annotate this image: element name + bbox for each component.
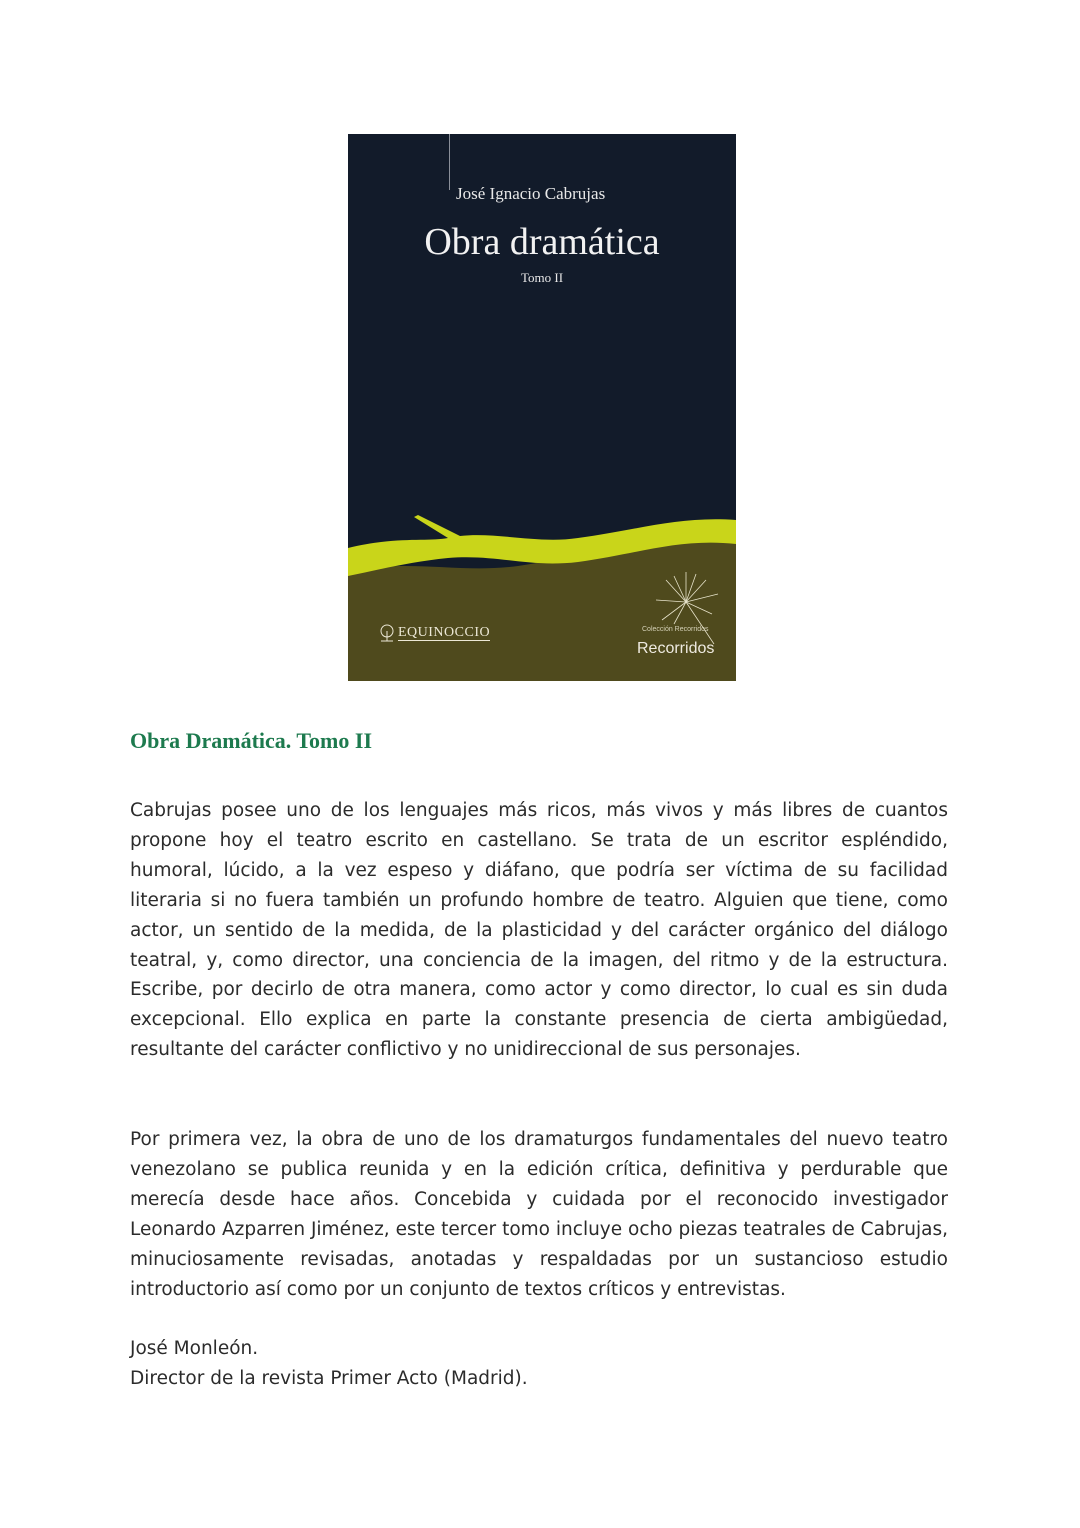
publisher-name: EQUINOCCIO: [398, 625, 491, 640]
tree-icon: [378, 624, 396, 642]
signature-role: Director de la revista Primer Acto (Madrid).: [130, 1368, 528, 1389]
cover-title: Obra dramática: [424, 221, 660, 263]
book-cover: [348, 134, 736, 681]
article-paragraph-2: Por primera vez, la obra de uno de los dramaturgos fundamentales del nuevo teatro venezolano se publica reunida y en la edición crítica, definitiva y perdurable que merecía desde hace años. Concebida y cuidada por el reconocido investigador Leonardo Azparren Jiménez, este tercer tomo incluye ocho piezas teatrales de Cabrujas, minuciosamente revisadas, anotadas y respaldadas por un sustancioso estudio introductorio así como por un conjunto de textos críticos y entrevistas.: [130, 1129, 948, 1300]
article-heading: Obra Dramática. Tomo II: [130, 728, 372, 753]
collection-label: Colección Recorridos: [642, 626, 709, 633]
cover-volume: Tomo II: [520, 270, 564, 285]
cover-author: José Ignacio Cabrujas: [456, 184, 606, 203]
article-paragraph-1: Cabrujas posee uno de los lenguajes más ricos, más vivos y más libres de cuantos propone hoy el teatro escrito en castellano. Se trata de un escritor espléndido, humoral, lúcido, a la vez espeso y diáfano, que podría ser víctima de su facilidad literaria si no fuera también un profundo hombre de teatro. Alguien que tiene, como actor, un sentido de la medida, de la plasticidad y del carácter orgánico del diálogo teatral, y, como director, una conciencia de la imagen, del ritmo y de la estructura. Escribe, por decirlo de otra manera, como actor y como director, lo cual es sin duda excepcional. Ello explica en parte la constante presencia de cierta ambigüedad, resultante del carácter conflictivo y no unidireccional de sus personajes.: [130, 800, 948, 1061]
publisher-logo: [378, 624, 490, 642]
signature-name: José Monleón.: [130, 1338, 259, 1359]
collection-name: Recorridos: [637, 640, 715, 657]
cover-divider: [449, 134, 450, 190]
signature-block: [130, 1334, 528, 1394]
cover-landscape-illustration: [348, 134, 736, 681]
